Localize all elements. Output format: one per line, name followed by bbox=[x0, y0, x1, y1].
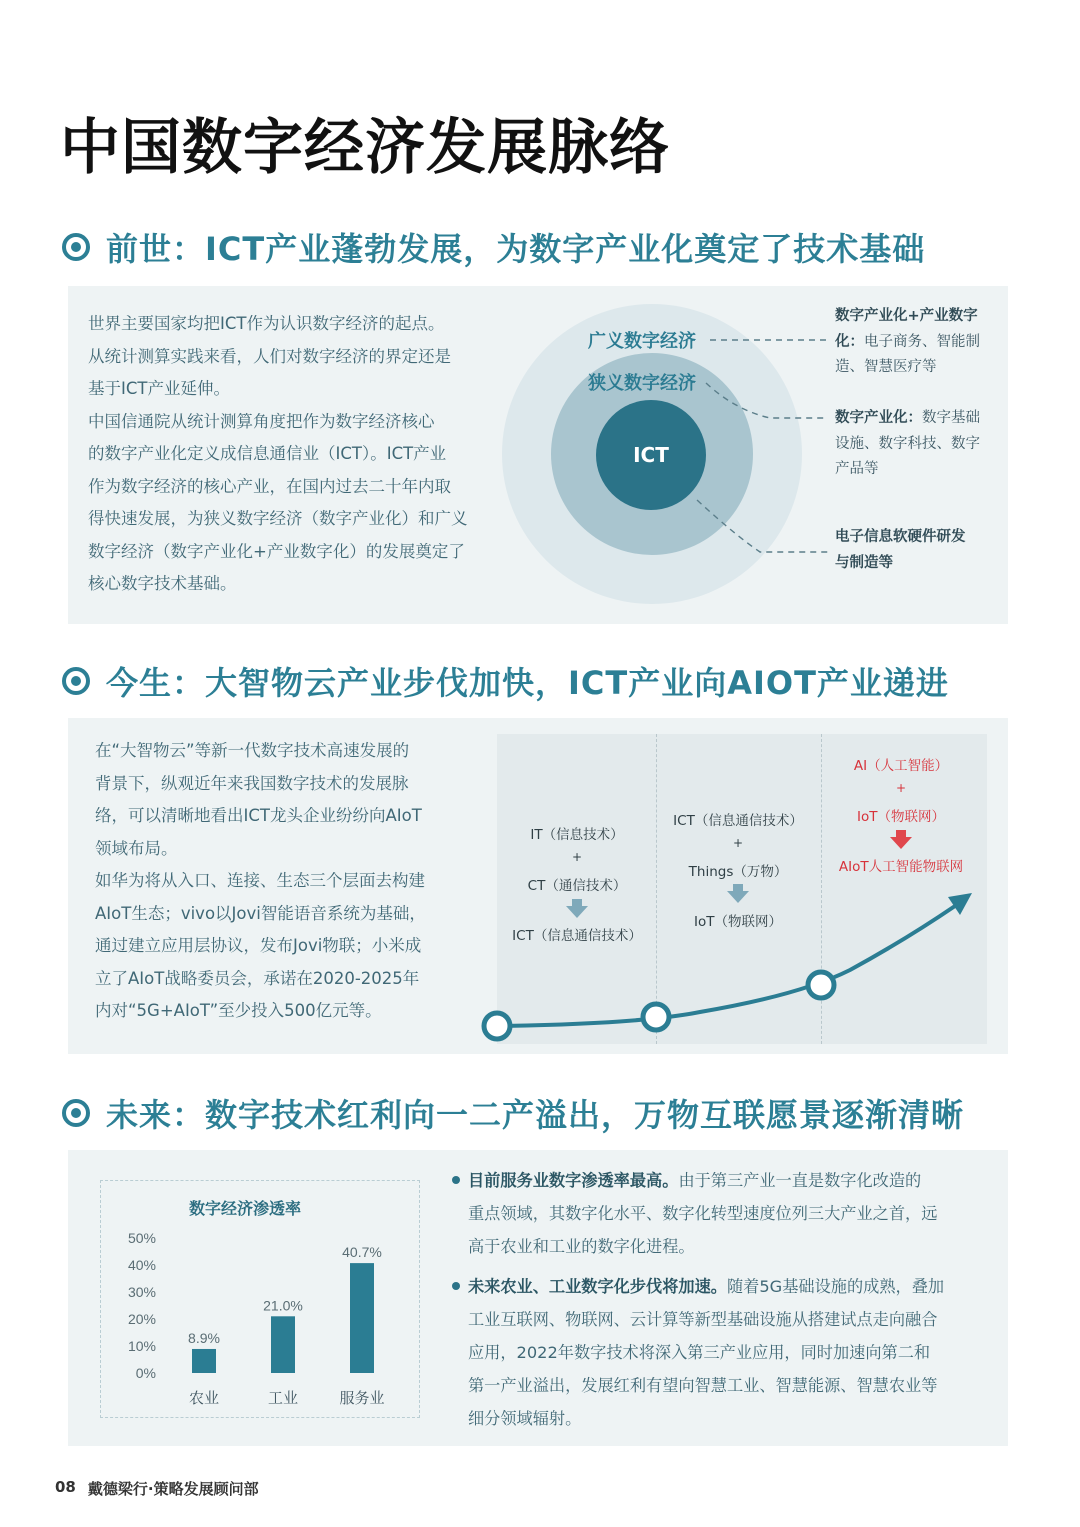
down-arrow-icon bbox=[890, 830, 912, 849]
text-line: 中国信通院从统计测算角度把作为数字经济核心 bbox=[88, 411, 435, 431]
text-line: 数字经济（数字产业化+产业数字化）的发展奠定了 bbox=[88, 541, 465, 561]
text-line: 的数字产业化定义成信息通信业（ICT）。ICT产业 bbox=[88, 444, 447, 463]
stage1-top: IT（信息技术） bbox=[530, 827, 624, 843]
stage1-plus: + bbox=[571, 850, 583, 864]
text-line: 基于ICT产业延伸。 bbox=[88, 379, 230, 398]
y-tick-label: 50% bbox=[127, 1230, 156, 1246]
note-bold: 数字产业化： bbox=[835, 410, 922, 426]
bar-value-label: 8.9% bbox=[188, 1329, 220, 1346]
y-tick-label: 30% bbox=[127, 1284, 156, 1300]
text-line: 络，可以清晰地看出ICT龙头企业纷纷向AIoT bbox=[95, 806, 422, 825]
y-tick-label: 40% bbox=[127, 1257, 156, 1273]
text-line: 核心数字技术基础。 bbox=[88, 574, 237, 593]
down-arrow-icon bbox=[727, 884, 749, 903]
stage3-middle: IoT（物联网） bbox=[857, 809, 945, 825]
text-line: 从统计测算实践来看，人们对数字经济的界定还是 bbox=[88, 346, 451, 366]
stage1-result: ICT（信息通信技术） bbox=[512, 928, 642, 944]
section3-title: 未来：数字技术红利向一二产溢出，万物互联愿景逐渐清晰 bbox=[106, 1096, 965, 1134]
text-line: 立了AIoT战略委员会，承诺在2020-2025年 bbox=[95, 968, 420, 988]
bar-value-label: 21.0% bbox=[263, 1297, 303, 1314]
stage2-top: ICT（信息通信技术） bbox=[673, 813, 803, 829]
bar bbox=[192, 1349, 216, 1373]
text-line: 得快速发展，为狭义数字经济（数字产业化）和广义 bbox=[88, 509, 468, 528]
down-arrow-icon bbox=[566, 899, 588, 918]
bullet-line bbox=[468, 1164, 982, 1197]
bar-chart bbox=[100, 1180, 420, 1418]
bullet-line: 细分领域辐射。 bbox=[468, 1409, 582, 1428]
stage2-plus: + bbox=[732, 836, 744, 850]
bullet-line bbox=[468, 1270, 982, 1303]
bullet-line: 重点领域，其数字化水平、数字化转型速度位列三大产业之首，远 bbox=[468, 1204, 938, 1223]
footer-org: 戴德梁行·策略发展顾问部 bbox=[87, 1480, 259, 1498]
y-tick-label: 20% bbox=[127, 1311, 156, 1327]
text-line: 如华为将从入口、连接、生态三个层面去构建 bbox=[95, 871, 425, 890]
bar-value-label: 40.7% bbox=[342, 1244, 382, 1261]
footer bbox=[55, 1478, 259, 1499]
section1-title: 前世：ICT产业蓬勃发展，为数字产业化奠定了技术基础 bbox=[106, 230, 926, 268]
text-line: 在“大智物云”等新一代数字技术高速发展的 bbox=[95, 741, 410, 760]
text-line: 作为数字经济的核心产业，在国内过去二十年内取 bbox=[88, 476, 451, 496]
note-text: 数字基础设施、数字科技、数字产品等 bbox=[835, 410, 980, 477]
text-line: 领域布局。 bbox=[95, 838, 178, 858]
text-line: 通过建立应用层协议，发布Jovi物联；小米成 bbox=[95, 936, 422, 955]
category-label: 服务业 bbox=[339, 1389, 385, 1407]
milestone-dot bbox=[484, 1013, 510, 1039]
bullet-bold: 未来农业、工业数字化步伐将加速。 bbox=[468, 1277, 727, 1296]
milestone-dot bbox=[643, 1004, 669, 1030]
note-bold: 电子信息软硬件研发与制造等 bbox=[835, 529, 966, 571]
note-bold: 数字产业化+产业数字化： bbox=[835, 308, 978, 350]
y-tick-label: 10% bbox=[127, 1338, 156, 1354]
bullet-line: 应用，2022年数字技术将深入第三产业应用，同时加速向第二和 bbox=[468, 1343, 931, 1362]
curve-line bbox=[497, 906, 955, 1026]
category-label: 农业 bbox=[188, 1389, 220, 1407]
stage2-middle: Things（万物） bbox=[688, 864, 788, 880]
bar bbox=[271, 1316, 295, 1373]
stage3-top: AI（人工智能） bbox=[853, 758, 949, 774]
section2-title: 今生：大智物云产业步伐加快，ICT产业向AIOT产业递进 bbox=[106, 664, 949, 702]
middle-ring-label: 狭义数字经济 bbox=[588, 373, 696, 394]
section3-header bbox=[62, 1090, 964, 1136]
bullet-rest: 由于第三产业一直是数字化改造的 bbox=[678, 1171, 922, 1190]
y-tick-label: 0% bbox=[135, 1365, 156, 1381]
text-line: 背景下，纵观近年来我国数字技术的发展脉 bbox=[95, 773, 409, 793]
bullet-rest: 随着5G基础设施的成熟，叠加 bbox=[727, 1277, 945, 1296]
stage1-middle: CT（通信技术） bbox=[527, 878, 627, 894]
page-title: 中国数字经济发展脉络 bbox=[60, 113, 670, 183]
core-label: ICT bbox=[633, 443, 669, 467]
note-text: 电子商务、智能制造、智慧医疗等 bbox=[835, 333, 980, 375]
bar bbox=[350, 1263, 374, 1373]
stage3-result: AIoT人工智能物联网 bbox=[838, 859, 964, 875]
bullet-bold: 目前服务业数字渗透率最高。 bbox=[468, 1171, 679, 1190]
chart-title: 数字经济渗透率 bbox=[188, 1199, 301, 1218]
stage2-result: IoT（物联网） bbox=[694, 914, 782, 930]
bullet-service-sector bbox=[452, 1164, 982, 1263]
outer-ring-label: 广义数字经济 bbox=[588, 331, 696, 352]
text-line: 内对“5G+AIoT”至少投入500亿元等。 bbox=[95, 1001, 382, 1020]
bullet-line: 高于农业和工业的数字化进程。 bbox=[468, 1237, 695, 1256]
bullet-line: 第一产业溢出，发展红利有望向智慧工业、智慧能源、智慧农业等 bbox=[468, 1376, 938, 1395]
bullet-agri-industry bbox=[452, 1270, 982, 1435]
text-line: 世界主要国家均把ICT作为认识数字经济的起点。 bbox=[88, 314, 445, 333]
text-line: AIoT生态；vivo以Jovi智能语音系统为基础， bbox=[95, 903, 426, 923]
bullet-line: 工业互联网、物联网、云计算等新型基础设施从搭建试点走向融合 bbox=[468, 1310, 938, 1329]
target-icon bbox=[62, 1099, 90, 1127]
stage3-plus: + bbox=[895, 781, 907, 795]
curve-arrowhead-icon bbox=[948, 893, 972, 915]
milestone-dot bbox=[808, 972, 834, 998]
category-label: 工业 bbox=[267, 1389, 299, 1407]
page-number: 08 bbox=[55, 1478, 76, 1496]
